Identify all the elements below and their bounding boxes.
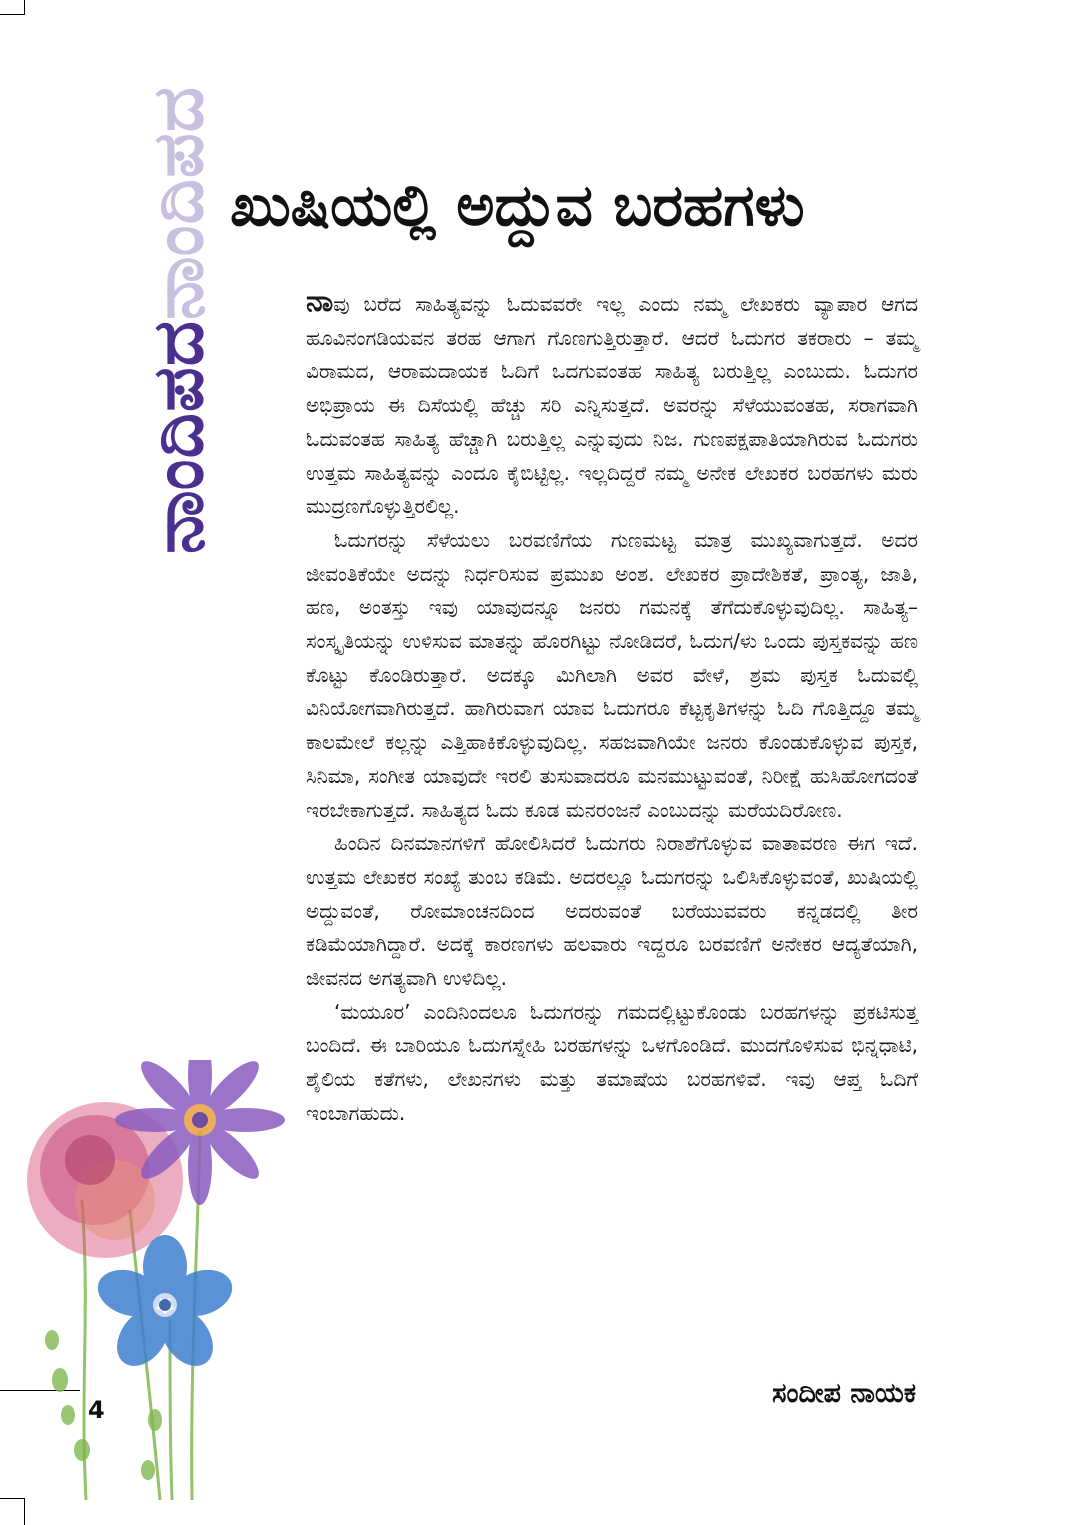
drop-cap: ನಾ [306, 284, 334, 319]
page-number: 4 [88, 1396, 105, 1424]
crop-mark-top-left-h [0, 14, 25, 15]
article-paragraph-2: ಓದುಗರನ್ನು ಸೆಳೆಯಲು ಬರವಣಿಗೆಯ ಗುಣಮಟ್ಟ ಮಾತ್ರ ಮುಖ್ಯವಾಗುತ್ತದೆ. ಅದರ ಜೀವಂತಿಕೆಯೇ ಅದನ್ನು ನಿರ್ಧರಿಸುವ ಪ್ರಮುಖ ಅಂಶ. ಲೇಖಕರ ಪ್ರಾದೇಶಿಕತೆ, ಪ್ರಾಂತ್ಯ, ಜಾತಿ, ಹಣ, ಅಂತಸ್ತು ಇವು ಯಾವುದನ್ನೂ ಜನರು ಗಮನಕ್ಕೆ ತೆಗೆದುಕೊಳ್ಳುವುದಿಲ್ಲ. ಸಾಹಿತ್ಯ–ಸಂಸ್ಕೃತಿಯನ್ನು ಉಳಿಸುವ ಮಾತನ್ನು ಹೊರಗಿಟ್ಟು ನೋಡಿದರೆ, ಓದುಗ/ಳು ಒಂದು ಪುಸ್ತಕವನ್ನು ಹಣ ಕೊಟ್ಟು ಕೊಂಡಿರುತ್ತಾರೆ. ಅದಕ್ಕೂ ಮಿಗಿಲಾಗಿ ಅವರ ವೇಳೆ, ಶ್ರಮ ಪುಸ್ತಕ ಓದುವಲ್ಲಿ ವಿನಿಯೋಗವಾಗಿರುತ್ತದೆ. ಹಾಗಿರುವಾಗ ಯಾವ ಓದುಗರೂ ಕೆಟ್ಟಕೃತಿಗಳನ್ನು ಓದಿ ಗೊತ್ತಿದ್ದೂ ತಮ್ಮ ಕಾಲಮೇಲೆ ಕಲ್ಲನ್ನು ಎತ್ತಿಹಾಕಿಕೊಳ್ಳುವುದಿಲ್ಲ. ಸಹಜವಾಗಿಯೇ ಜನರು ಕೊಂಡುಕೊಳ್ಳುವ ಪುಸ್ತಕ, ಸಿನಿಮಾ, ಸಂಗೀತ ಯಾವುದೇ ಇರಲಿ ತುಸುವಾದರೂ ಮನಮುಟ್ಟುವಂತೆ, ನಿರೀಕ್ಷೆ ಹುಸಿಹೋಗದಂತೆ ಇರಬೇಕಾಗುತ್ತದೆ. ಸಾಹಿತ್ಯದ ಓದು ಕೂಡ ಮನರಂಜನೆ ಎಂಬುದನ್ನು ಮರೆಯದಿರೋಣ. [306, 527, 918, 822]
crop-mark-bottom-left-v [24, 1498, 25, 1525]
article-body [306, 284, 918, 1131]
author-signature: ಸಂದೀಪ ನಾಯಕ [772, 1378, 916, 1409]
page-headline: ಖುಷಿಯಲ್ಲಿ ಅದ್ದುವ ಬರಹಗಳು [230, 171, 805, 239]
section-title-light: ನಾಂದಿಪದ [137, 86, 219, 320]
article-paragraph-3: ಹಿಂದಿನ ದಿನಮಾನಗಳಿಗೆ ಹೋಲಿಸಿದರೆ ಓದುಗರು ನಿರಾಶೆಗೊಳ್ಳುವ ವಾತಾವರಣ ಈಗ ಇದೆ. ಉತ್ತಮ ಲೇಖಕರ ಸಂಖ್ಯೆ ತುಂಬ ಕಡಿಮೆ. ಅದರಲ್ಲೂ ಓದುಗರನ್ನು ಒಲಿಸಿಕೊಳ್ಳುವಂತೆ, ಖುಷಿಯಲ್ಲಿ ಅದ್ದುವಂತೆ, ರೋಮಾಂಚನದಿಂದ ಅದರುವಂತೆ ಬರೆಯುವವರು ಕನ್ನಡದಲ್ಲಿ ತೀರ ಕಡಿಮೆಯಾಗಿದ್ದಾರೆ. ಅದಕ್ಕೆ ಕಾರಣಗಳು ಹಲವಾರು ಇದ್ದರೂ ಬರವಣಿಗೆ ಅನೇಕರ ಆದ್ಯತೆಯಾಗಿ, ಜೀವನದ ಅಗತ್ಯವಾಗಿ ಉಳಿದಿಲ್ಲ. [306, 831, 918, 991]
article-paragraph-4: ‘ಮಯೂರ’ ಎಂದಿನಿಂದಲೂ ಓದುಗರನ್ನು ಗಮದಲ್ಲಿಟ್ಟುಕೊಂಡು ಬರಹಗಳನ್ನು ಪ್ರಕಟಿಸುತ್ತ ಬಂದಿದೆ. ಈ ಬಾರಿಯೂ ಓದುಗಸ್ನೇಹಿ ಬರಹಗಳನ್ನು ಒಳಗೊಂಡಿದೆ. ಮುದಗೊಳಿಸುವ ಭಿನ್ನಧಾಟಿ, ಶೈಲಿಯ ಕತೆಗಳು, ಲೇಖನಗಳು ಮತ್ತು ತಮಾಷೆಯ ಬರಹಗಳಿವೆ. ಇವು ಆಪ್ತ ಓದಿಗೆ ಇಂಬಾಗಹುದು. [306, 999, 918, 1125]
watercolor-flowers-illustration [20, 1060, 290, 1500]
section-title-dark: ನಾಂದಿಪದ [137, 320, 219, 554]
article-paragraph-1 [306, 284, 918, 524]
paragraph-1-text: ವು ಬರೆದ ಸಾಹಿತ್ಯವನ್ನು ಓದುವವರೇ ಇಲ್ಲ ಎಂದು ನಮ್ಮ ಲೇಖಕರು ವ್ಯಾಪಾರ ಆಗದ ಹೂವಿನಂಗಡಿಯವನ ತರಹ ಆಗಾಗ ಗೊಣಗುತ್ತಿರುತ್ತಾರೆ. ಆದರೆ ಓದುಗರ ತಕರಾರು – ತಮ್ಮ ವಿರಾಮದ, ಆರಾಮದಾಯಕ ಓದಿಗೆ ಒದಗುವಂತಹ ಸಾಹಿತ್ಯ ಬರುತ್ತಿಲ್ಲ ಎಂಬುದು. ಓದುಗರ ಅಭಿಪ್ರಾಯ ಈ ದಿಸೆಯಲ್ಲಿ ಹೆಚ್ಚು ಸರಿ ಎನ್ನಿಸುತ್ತದೆ. ಅವರನ್ನು ಸೆಳೆಯುವಂತಹ, ಸರಾಗವಾಗಿ ಓದುವಂತಹ ಸಾಹಿತ್ಯ ಹೆಚ್ಚಾಗಿ ಬರುತ್ತಿಲ್ಲ ಎನ್ನುವುದು ನಿಜ. ಗುಣಪಕ್ಷಪಾತಿಯಾಗಿರುವ ಓದುಗರು ಉತ್ತಮ ಸಾಹಿತ್ಯವನ್ನು ಎಂದೂ ಕೈಬಿಟ್ಟಿಲ್ಲ. ಇಲ್ಲದಿದ್ದರೆ ನಮ್ಮ ಅನೇಕ ಲೇಖಕರ ಬರಹಗಳು ಮರು ಮುದ್ರಣಗೊಳ್ಳುತ್ತಿರಲಿಲ್ಲ. [306, 292, 918, 519]
crop-mark-top-left-v [24, 0, 25, 14]
section-vertical-title [138, 30, 218, 610]
